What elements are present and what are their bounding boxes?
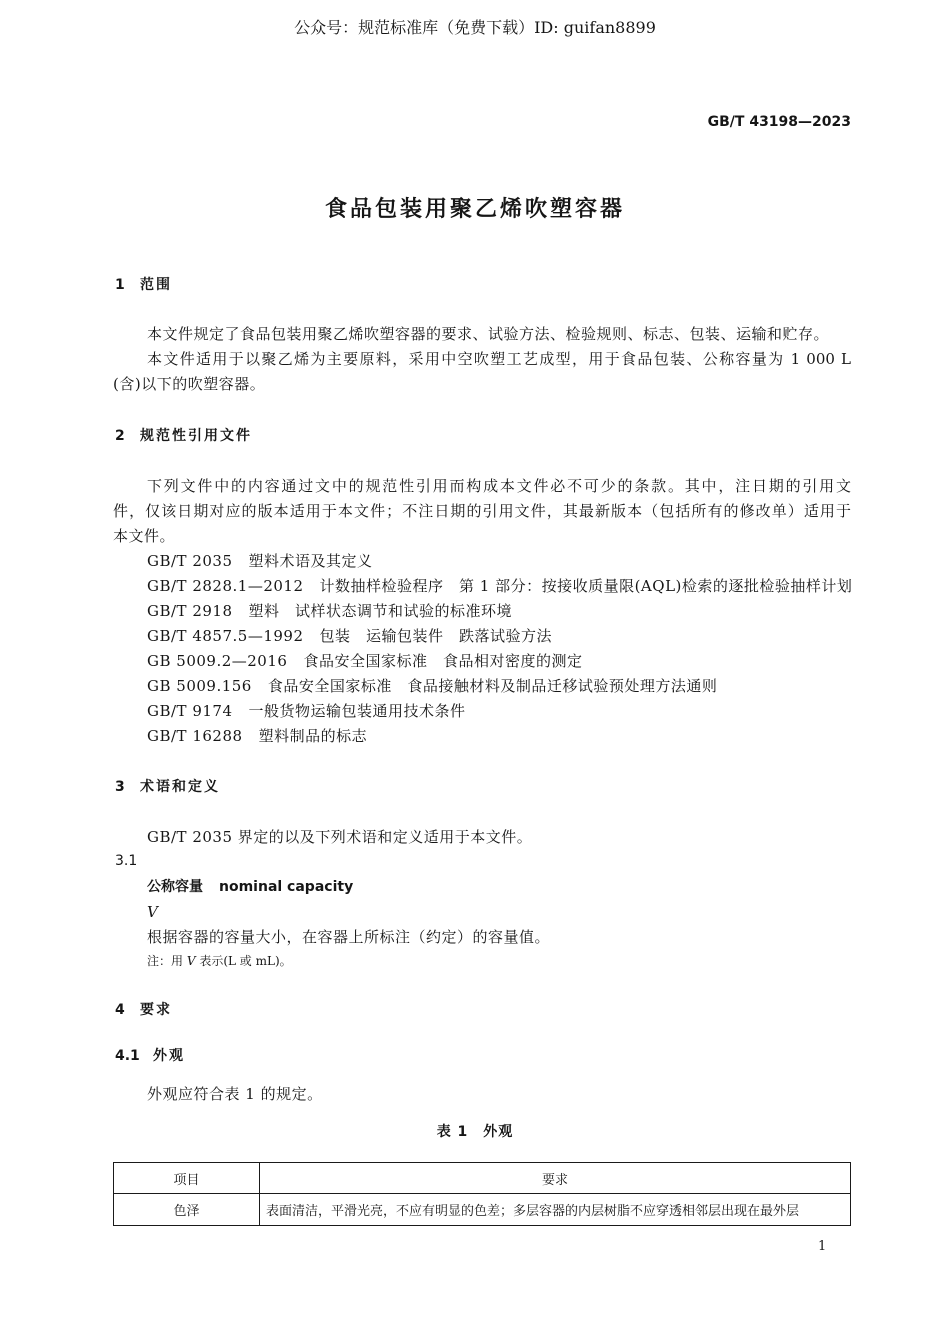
reference-title: 一般货物运输包装通用技术条件 — [248, 702, 466, 720]
reference-title: 食品安全国家标准 食品接触材料及制品迁移试验预处理方法通则 — [267, 677, 718, 695]
term-english: nominal capacity — [219, 879, 354, 895]
section-number: 3 — [115, 779, 125, 795]
section-title: 范围 — [140, 277, 172, 293]
reference-code: GB/T 2828.1—2012 — [147, 577, 304, 595]
subsection-title: 外观 — [153, 1048, 185, 1064]
reference-code: GB 5009.2—2016 — [147, 652, 288, 670]
reference-title: 塑料 试样状态调节和试验的标准环境 — [248, 602, 513, 620]
paragraph-line: 本文件。 — [113, 527, 176, 545]
reference-item — [147, 601, 512, 621]
table-header-row — [114, 1163, 851, 1194]
page-number: 1 — [818, 1239, 827, 1254]
section-number: 2 — [115, 428, 125, 444]
reference-title: 塑料术语及其定义 — [248, 552, 373, 570]
section-number: 1 — [115, 277, 125, 293]
standard-number: GB/T 43198—2023 — [707, 114, 851, 130]
section-title: 规范性引用文件 — [140, 428, 252, 444]
reference-item — [147, 576, 852, 596]
term-definition: 根据容器的容量大小，在容器上所标注（约定）的容量值。 — [147, 928, 551, 946]
reference-item — [147, 726, 367, 746]
term-symbol: V — [147, 903, 159, 921]
reference-item — [147, 551, 373, 571]
reference-title: 塑料制品的标志 — [258, 727, 368, 745]
reference-title: 包装 运输包装件 跌落试验方法 — [319, 627, 553, 645]
paragraph-line: 外观应符合表 1 的规定。 — [147, 1085, 323, 1103]
paragraph-line: 下列文件中的内容通过文中的规范性引用而构成本文件必不可少的条款。其中，注日期的引用文 — [147, 477, 851, 495]
reference-code: GB/T 4857.5—1992 — [147, 627, 304, 645]
table-caption: 表 1 外观 — [436, 1124, 514, 1140]
note-prefix: 注：用 — [147, 954, 187, 968]
appearance-table — [113, 1162, 851, 1226]
term-entry — [147, 877, 353, 897]
reference-code: GB/T 2035 — [147, 552, 233, 570]
reference-title: 计数抽样检验程序 第 1 部分：按接收质量限(AQL)检索的逐批检验抽样计划 — [319, 577, 853, 595]
section-heading-scope — [115, 275, 172, 295]
reference-title: 食品安全国家标准 食品相对密度的测定 — [303, 652, 583, 670]
table-cell: 表面清洁，平滑光亮，不应有明显的色差；多层容器的内层树脂不应穿透相邻层出现在最外层 — [260, 1194, 851, 1226]
subsection-heading-appearance — [115, 1046, 185, 1066]
table-header-cell: 要求 — [260, 1163, 851, 1194]
section-heading-normative-references — [115, 426, 252, 446]
reference-code: GB/T 9174 — [147, 702, 233, 720]
note-symbol: V — [186, 954, 196, 968]
term-note — [147, 953, 292, 969]
reference-item — [147, 651, 582, 671]
reference-code: GB/T 2918 — [147, 602, 233, 620]
reference-item — [147, 676, 717, 696]
section-heading-requirements — [115, 1000, 172, 1020]
paragraph-line: 件，仅该日期对应的版本适用于本文件；不注日期的引用文件，其最新版本（包括所有的修改单）适用于 — [113, 502, 851, 520]
paragraph-line: 本文件规定了食品包装用聚乙烯吹塑容器的要求、试验方法、检验规则、标志、包装、运输和贮存。 — [147, 325, 830, 343]
table-header-cell: 项目 — [114, 1163, 260, 1194]
section-title: 要求 — [140, 1002, 172, 1018]
section-heading-terms-definitions — [115, 777, 220, 797]
paragraph-line: (含)以下的吹塑容器。 — [113, 375, 266, 393]
section-number: 4 — [115, 1002, 125, 1018]
document-title: 食品包装用聚乙烯吹塑容器 — [324, 197, 625, 222]
paragraph-line: GB/T 2035 界定的以及下列术语和定义适用于本文件。 — [147, 828, 533, 846]
table-cell: 色泽 — [114, 1194, 260, 1226]
section-title: 术语和定义 — [140, 779, 220, 795]
term-number: 3.1 — [115, 853, 138, 869]
reference-item — [147, 626, 552, 646]
term-chinese: 公称容量 — [147, 879, 203, 895]
table-row — [114, 1194, 851, 1226]
reference-code: GB/T 16288 — [147, 727, 243, 745]
reference-code: GB 5009.156 — [147, 677, 252, 695]
note-suffix: 表示(L 或 mL)。 — [195, 954, 292, 968]
reference-item — [147, 701, 466, 721]
subsection-number: 4.1 — [115, 1048, 140, 1064]
header-banner: 公众号：规范标准库（免费下载）ID: guifan8899 — [294, 18, 656, 37]
paragraph-line: 本文件适用于以聚乙烯为主要原料，采用中空吹塑工艺成型，用于食品包装、公称容量为 1 000 L — [147, 350, 851, 368]
